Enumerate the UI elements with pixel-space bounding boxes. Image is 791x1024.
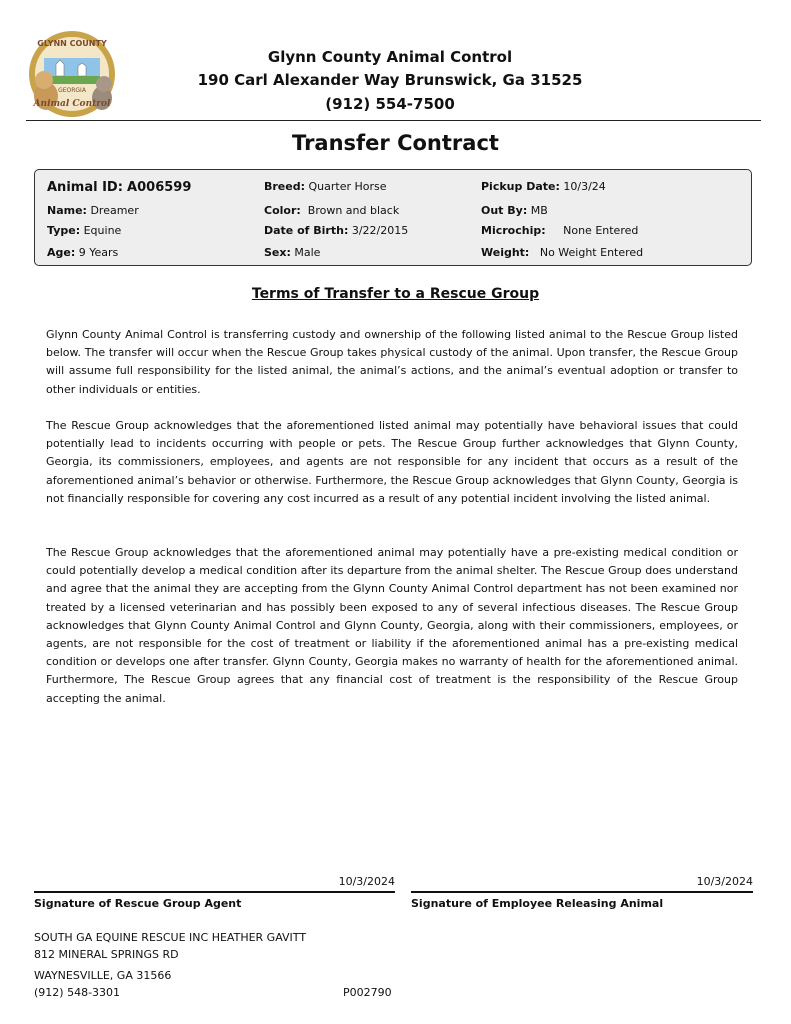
microchip-label: Microchip: bbox=[481, 224, 546, 237]
rescue-group-name: SOUTH GA EQUINE RESCUE INC HEATHER GAVITT bbox=[34, 931, 307, 944]
animal-id-field bbox=[47, 180, 191, 195]
weight-value: No Weight Entered bbox=[539, 246, 644, 259]
name-label: Name: bbox=[47, 204, 87, 217]
rescue-signature-line bbox=[34, 891, 395, 893]
animal-info-box bbox=[34, 169, 752, 266]
breed-label: Breed: bbox=[264, 180, 306, 193]
microchip-field bbox=[481, 224, 638, 237]
color-label: Color: bbox=[264, 204, 301, 217]
pickup-value: 10/3/24 bbox=[563, 180, 606, 193]
type-label: Type: bbox=[47, 224, 81, 237]
breed-value: Quarter Horse bbox=[308, 180, 387, 193]
microchip-value: None Entered bbox=[563, 224, 639, 237]
employee-signature-date: 10/3/2024 bbox=[696, 875, 753, 888]
employee-signature-line bbox=[411, 891, 753, 893]
color-value: Brown and black bbox=[307, 204, 400, 217]
animal-id-value: A006599 bbox=[127, 180, 192, 195]
out-by-field bbox=[481, 204, 548, 217]
header-divider bbox=[26, 120, 761, 121]
employee-signature-label: Signature of Employee Releasing Animal bbox=[411, 897, 664, 910]
page-title: Transfer Contract bbox=[292, 131, 499, 155]
svg-text:Animal Control: Animal Control bbox=[33, 99, 111, 109]
svg-text:GLYNN COUNTY: GLYNN COUNTY bbox=[37, 39, 107, 48]
rescue-group-phone: (912) 548-3301 bbox=[34, 986, 121, 999]
org-phone: (912) 554-7500 bbox=[325, 95, 455, 113]
sex-field bbox=[264, 246, 320, 259]
type-field bbox=[47, 224, 121, 237]
color-field bbox=[264, 204, 399, 217]
dob-value: 3/22/2015 bbox=[351, 224, 409, 237]
age-label: Age: bbox=[47, 246, 76, 259]
rescue-group-street: 812 MINERAL SPRINGS RD bbox=[34, 948, 179, 961]
dob-field bbox=[264, 224, 408, 237]
svg-text:GEORGIA: GEORGIA bbox=[58, 87, 86, 94]
terms-paragraph: Glynn County Animal Control is transferring custody and ownership of the following listed animal to the Rescue Group listed below. The transfer will occur when the Rescue Group takes physical custody of the animal. Upon transfer, the Rescue Group will assume full responsibility for the listed animal, the animal’s actions, and the animal’s eventual adoption or transfer to other individuals or entities. bbox=[46, 328, 738, 396]
out-by-value: MB bbox=[530, 204, 548, 217]
age-value: 9 Years bbox=[78, 246, 119, 259]
pickup-field bbox=[481, 180, 606, 193]
weight-field bbox=[481, 246, 643, 259]
dob-label: Date of Birth: bbox=[264, 224, 349, 237]
weight-label: Weight: bbox=[481, 246, 530, 259]
terms-paragraph: The Rescue Group acknowledges that the aforementioned animal may potentially have a pre-existing medical condition or could potentially develop a medical condition after its departure from the animal shelter. The Rescue Group does understand and agree that the animal they are accepting from the Glynn County Animal Control department has not been examined nor treated by a licensed veterinarian and has possibly been exposed to any of several infectious diseases. The Rescue Group acknowledges that Glynn County Animal Control and Glynn County, Georgia, along with their commissioners, employees, or agents, are not responsible for the cost of treatment or liability if the aforementioned animal has a pre-existing medical condition or develops one after transfer. Glynn County, Georgia makes no warranty of health for the aforementioned animal. Furthermore, The Rescue Group agrees that any financial cost of treatment is the responsibility of the Rescue Group accepting the animal. bbox=[46, 546, 738, 705]
terms-paragraph: The Rescue Group acknowledges that the aforementioned listed animal may potentially have behavioral issues that could potentially lead to incidents occurring with people or pets. The Rescue Group further acknowledges that Glynn County, Georgia, its commissioners, employees, and agents are not responsible for any incident that occurs as a result of the aforementioned animal’s behavior or otherwise. Furthermore, the Rescue Group acknowledges that Glynn County, Georgia is not financially responsible for covering any cost incurred as a result of any potential incident involving the listed animal. bbox=[46, 419, 738, 505]
rescue-signature-label: Signature of Rescue Group Agent bbox=[34, 897, 242, 910]
rescue-signature-date: 10/3/2024 bbox=[338, 875, 395, 888]
sex-value: Male bbox=[294, 246, 321, 259]
rescue-group-city: WAYNESVILLE, GA 31566 bbox=[34, 969, 172, 982]
name-field bbox=[47, 204, 139, 217]
name-value: Dreamer bbox=[90, 204, 139, 217]
animal-id-label: Animal ID: bbox=[47, 180, 123, 195]
org-name: Glynn County Animal Control bbox=[267, 48, 513, 66]
org-address: 190 Carl Alexander Way Brunswick, Ga 31525 bbox=[197, 71, 583, 89]
pickup-label: Pickup Date: bbox=[481, 180, 560, 193]
rescue-person-id: P002790 bbox=[343, 986, 392, 999]
sex-label: Sex: bbox=[264, 246, 291, 259]
type-value: Equine bbox=[83, 224, 122, 237]
out-by-label: Out By: bbox=[481, 204, 528, 217]
age-field bbox=[47, 246, 118, 259]
county-logo bbox=[26, 30, 118, 118]
terms-heading: Terms of Transfer to a Rescue Group bbox=[251, 286, 540, 302]
county-seal-icon bbox=[26, 30, 118, 118]
breed-field bbox=[264, 180, 387, 193]
